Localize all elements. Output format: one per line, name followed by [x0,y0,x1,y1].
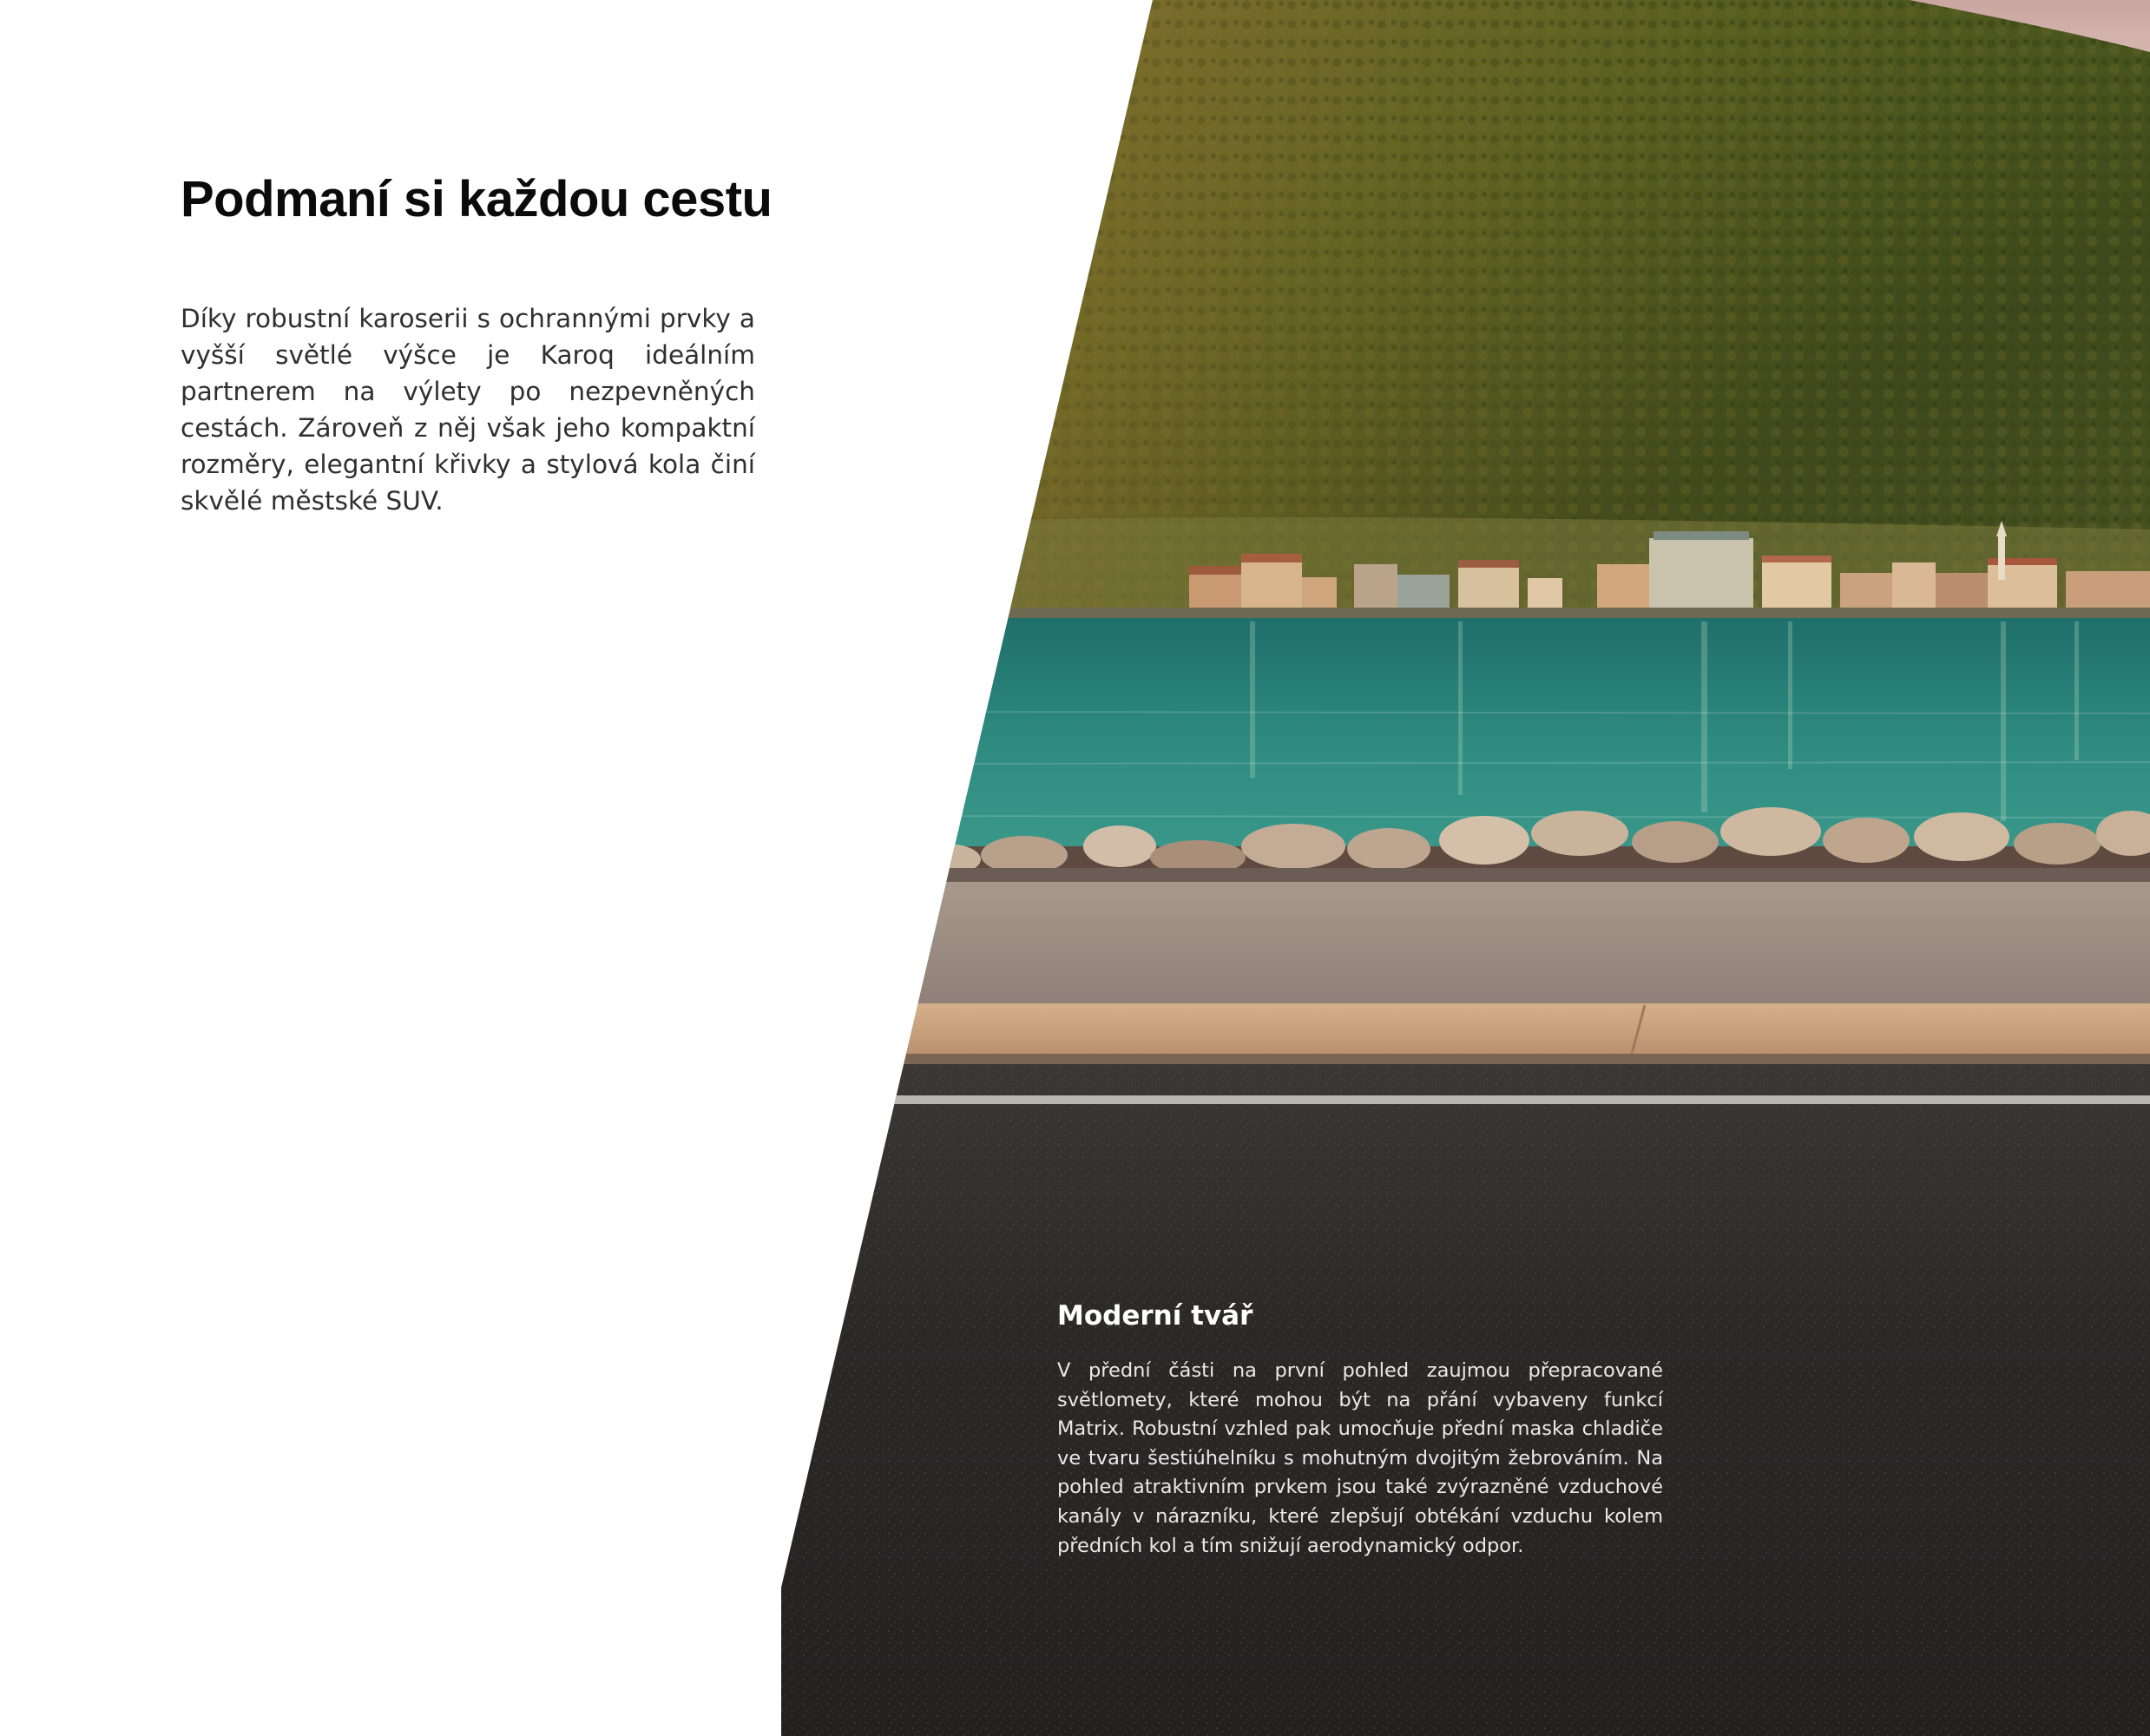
feature-paragraph: V přední části na první pohled zaujmou přepracované světlomety, které mohou být na přání vybaveny funkcí Matrix. Robustní vzhled pak umocňuje přední maska chladiče ve tvaru šestiúhelníku s mohutným dvojitým žebrováním. Na pohled atraktivním prvkem jsou také zvýrazněné vzduchové kanály v nárazníku, které zlepšují obtékání vzduchu kolem předních kol a tím snižují aerodynamický odpor. [1057,1359,1663,1557]
feature-title: Moderní tvář [1057,1300,1253,1332]
intro-paragraph: Díky robustní karoserii s ochrannými prvky a vyšší světlé výšce je Karoq ideálním partnerem na výlety po nezpevněných cestách. Zároveň z něj však jeho kompaktní rozměry, elegantní křivky a stylová kola činí skvělé městské SUV. [181,304,755,516]
page-title: Podmaní si každou cestu [181,171,773,227]
